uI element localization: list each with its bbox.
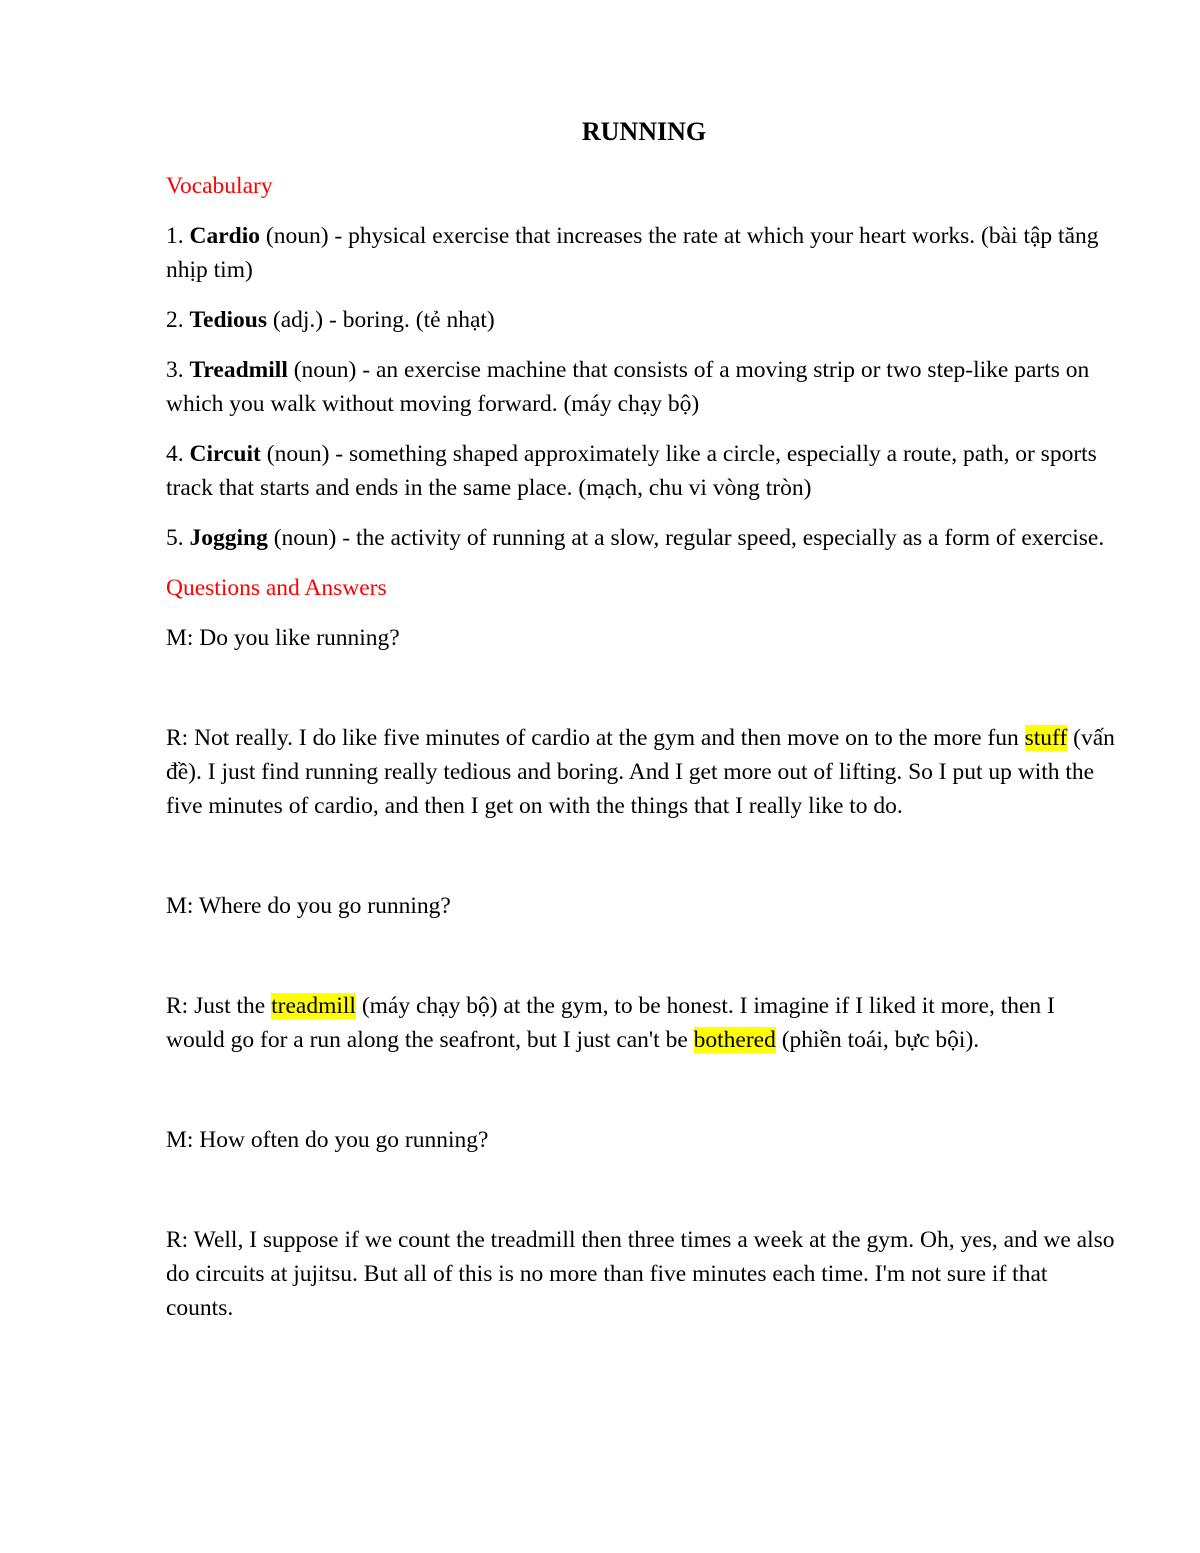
answer: R: Not really. I do like five minutes of cardio at the gym and then move on to the more fun stuff (vấn đề). I just find running really tedious and boring. And I get more out of lifting. So I put up with the five minutes of cardio, and then I get on with the things that I really like to do. (166, 725, 1115, 819)
document-content (166, 112, 1116, 1341)
question: M: Do you like running? (166, 625, 400, 651)
vocab-item: 3. Treadmill (noun) - an exercise machine that consists of a moving strip or two step-like parts on which you walk without moving forward. (máy chạy bộ) (166, 357, 1090, 417)
vocab-item: 5. Jogging (noun) - the activity of running at a slow, regular speed, especially as a form of exercise. (166, 525, 1105, 551)
vocab-term: Treadmill (189, 357, 288, 383)
page-title: RUNNING (581, 117, 707, 146)
highlighted-word: bothered (693, 1027, 776, 1053)
vocab-term: Cardio (189, 223, 260, 249)
vocab-item: 2. Tedious (adj.) - boring. (tẻ nhạt) (166, 307, 495, 333)
vocab-item: 1. Cardio (noun) - physical exercise that increases the rate at which your heart works. (bài tập tăng nhịp tim) (166, 223, 1099, 283)
spacer (166, 1173, 1116, 1223)
spacer (166, 839, 1116, 889)
spacer (166, 1073, 1116, 1123)
spacer (166, 939, 1116, 989)
spacer (166, 671, 1116, 721)
qa-heading: Questions and Answers (166, 575, 387, 601)
vocab-term: Tedious (189, 307, 268, 333)
vocab-term: Jogging (189, 525, 268, 551)
question: M: Where do you go running? (166, 893, 451, 919)
vocab-item: 4. Circuit (noun) - something shaped approximately like a circle, especially a route, path, or sports track that starts and ends in the same place. (mạch, chu vi vòng tròn) (166, 441, 1097, 501)
answer: R: Well, I suppose if we count the treadmill then three times a week at the gym. Oh, yes, and we also do circuits at jujitsu. But all of this is no more than five minutes each time. I'm not sure if that counts. (166, 1227, 1115, 1321)
answer: R: Just the treadmill (máy chạy bộ) at the gym, to be honest. I imagine if I liked it more, then I would go for a run along the seafront, but I just can't be bothered (phiền toái, bực bội). (166, 993, 1055, 1053)
highlighted-word: treadmill (271, 993, 356, 1019)
vocab-term: Circuit (189, 441, 261, 467)
vocabulary-heading: Vocabulary (166, 173, 273, 199)
question: M: How often do you go running? (166, 1127, 489, 1153)
highlighted-word: stuff (1024, 725, 1068, 751)
